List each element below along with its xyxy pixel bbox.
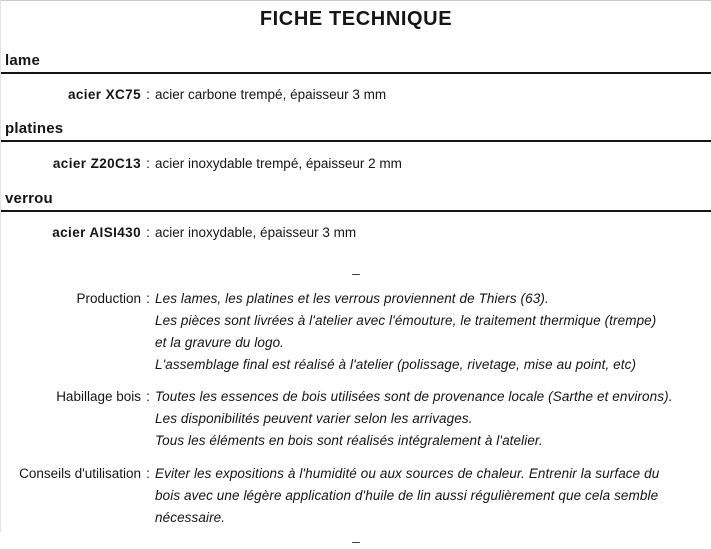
page-end-dash: –	[352, 533, 360, 549]
note-line: et la gravure du logo.	[155, 335, 285, 351]
note-line: L'assemblage final est réalisé à l'atelier (polissage, rivetage, mise au point, etc)	[155, 357, 637, 373]
note-body	[155, 288, 711, 376]
page-title: FICHE TECHNIQUE	[259, 8, 453, 30]
spec-row-verrou	[1, 224, 711, 242]
note-row-habillage-bois	[1, 386, 711, 452]
spec-value: acier carbone trempé, épaisseur 3 mm	[155, 87, 387, 103]
note-line: Eviter les expositions à l'humidité ou aux sources de chaleur. Entrenir la surface du	[155, 466, 660, 482]
note-line: Toutes les essences de bois utilisées sont de provenance locale (Sarthe et environs).	[155, 389, 673, 405]
note-line: Les lames, les platines et les verrous proviennent de Thiers (63).	[155, 291, 549, 307]
note-line: nécessaire.	[155, 510, 226, 526]
section-heading-platines: platines	[1, 120, 711, 142]
note-label: Conseils d'utilisation	[19, 466, 141, 482]
colon-separator: :	[146, 291, 150, 307]
spec-row-platines	[1, 155, 711, 173]
spec-label: acier AISI430	[52, 225, 141, 241]
spec-value: acier inoxydable trempé, épaisseur 2 mm	[155, 155, 402, 171]
section-heading-verrou: verrou	[1, 190, 711, 212]
section-divider-dash: –	[352, 265, 360, 282]
note-row-conseils-utilisation	[1, 463, 711, 529]
note-body	[155, 386, 711, 452]
note-line: Tous les éléments en bois sont réalisés intégralement à l'atelier.	[155, 433, 543, 449]
spec-value: acier inoxydable, épaisseur 3 mm	[155, 225, 357, 241]
colon-separator: :	[146, 225, 150, 241]
colon-separator: :	[146, 389, 150, 405]
spec-label: acier Z20C13	[52, 155, 141, 171]
note-line: bois avec une légère application d'huile de lin aussi régulièrement que cela semble	[155, 488, 659, 504]
note-line: Les pièces sont livrées à l'atelier avec l'émouture, le traitement thermique (trempe)	[155, 313, 657, 329]
spec-label: acier XC75	[67, 87, 141, 103]
note-body	[155, 463, 711, 529]
colon-separator: :	[146, 87, 150, 103]
colon-separator: :	[146, 155, 150, 171]
spec-row-lame	[1, 86, 711, 104]
section-heading-lame: lame	[1, 52, 711, 74]
colon-separator: :	[146, 466, 150, 482]
note-row-production	[1, 288, 711, 376]
note-label: Production	[76, 291, 141, 307]
note-line: Les disponibilités peuvent varier selon les arrivages.	[155, 411, 473, 427]
note-label: Habillage bois	[56, 389, 141, 405]
